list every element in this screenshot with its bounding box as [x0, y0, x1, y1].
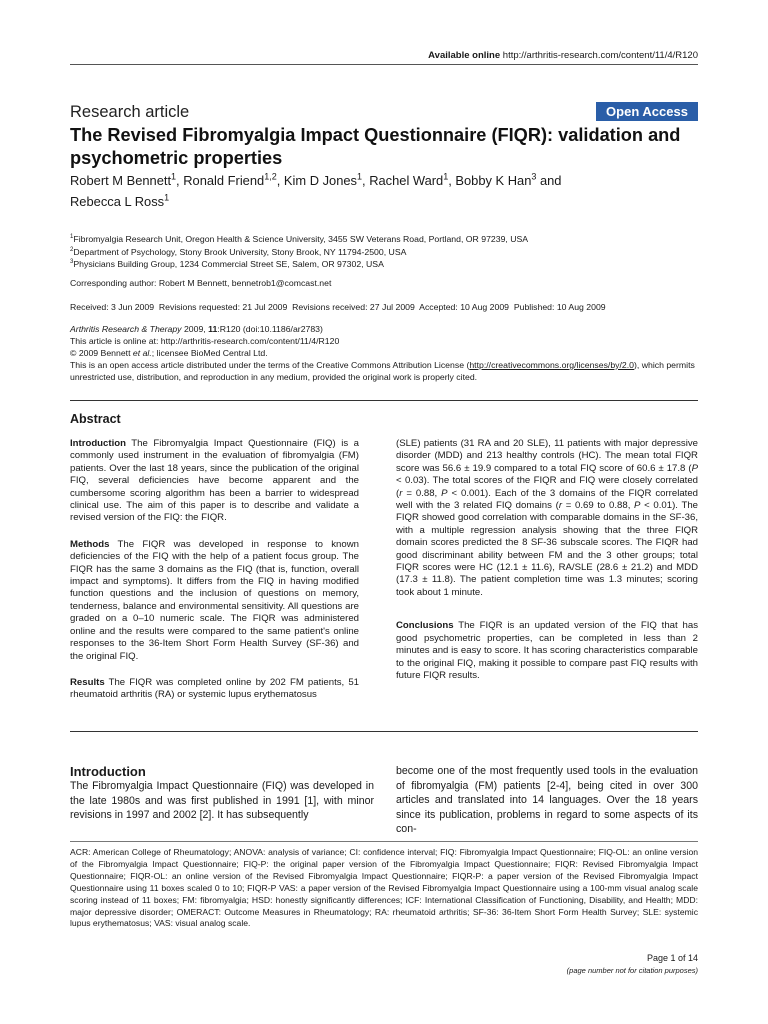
introduction-right-text: become one of the most frequently used tools in the evaluation of fibromyalgia (FM) patients [2-4], being cited in over 300 articles and translated into 14 languages. Over the 18 years since its publication, problems in regard to some aspects of its con- — [396, 765, 698, 836]
abstract-heading: Abstract — [70, 412, 121, 426]
corresponding-author: Corresponding author: Robert M Bennett, bennetrob1@comcast.net — [70, 278, 332, 288]
article-title: The Revised Fibromyalgia Impact Questionnaire (FIQR): validation and psychometric properties — [70, 125, 681, 168]
online-at: This article is online at: http://arthritis-research.com/content/11/4/R120 — [70, 336, 340, 346]
author: Rebecca L Ross$^1$ — [70, 192, 170, 209]
author: Rachel Ward$^1$ — [369, 171, 449, 188]
author: Kim D Jones$^1$ — [283, 171, 363, 188]
author-list: Robert M Bennett$^1$, Ronald Friend$^{1,2}$, Kim D Jones$^1$, Rachel Ward$^1$, Bobby K Han$^3$ and Rebecca L Ross$^1$ — [70, 171, 562, 209]
license: This is an open access article distributed under the terms of the Creative Commons Attribution License (http://creativecommons.org/licenses/by/2.0), which permits unrestricted use, distribution, and reproduction in any medium, provided the original work is properly cited. — [70, 360, 695, 382]
abstract-top-divider — [70, 400, 698, 401]
available-online: Available online http://arthritis-research.com/content/11/4/R120 — [428, 50, 698, 61]
article-url-link[interactable]: http://arthritis-research.com/content/11/4/R120 — [502, 50, 698, 61]
citation: Arthritis Research & Therapy 2009, 11:R120 (doi:10.1186/ar2783) — [70, 324, 323, 334]
introduction-heading: Introduction — [70, 764, 146, 779]
author: Bobby K Han$^3$ — [455, 171, 537, 188]
abstract-results-continued: (SLE) patients (31 RA and 20 SLE), 11 patients with major depressive disorder (MDD) and 213 healthy controls (HC). The mean total FIQR score was 56.6 ± 19.9 compared to a total FIQ score of 60.6 ± 17.8 (P < 0.03). The total scores of the FIQR and FIQ were closely correlated (r = 0.88, P < 0.001). Each of the 3 domains of the FIQR correlated well with the 3 related FIQ domains (r = 0.69 to 0.88, P < 0.01). The FIQR showed good correlation with comparable domains in the SF-36, with a multiple regression analysis showing that the three FIQR domain scores predicted the 8 SF-36 subscale scores. The FIQR had good discriminant ability between FM and the 3 other groups; total FIQR scores were HC (12.1 ± 11.6), RA/SLE (28.6 ± 21.2) and MDD (17.3 ± 11.8). The patient completion time was 1.3 minutes; scoring took about 1 minute. — [396, 438, 699, 598]
affiliation: $^3$Physicians Building Group, 1234 Commercial Street SE, Salem, OR 97302, USA — [70, 258, 384, 269]
abstract-methods: Methods The FIQR was developed in response to known deficiencies of the FIQ with the help of a patient focus group. The FIQR has the same 3 domains as the FIQ (that is, function, overall impact and symptoms). It differs from the FIQ in having modified function questions and the inclusion of questions on memory, tenderness, balance and environmental sensitivity. All questions are graded on a 0–10 numeric scale. The FIQR was administered online and the results were compared to the same patient's online responses to the 36-Item Short Form Health Survey (SF-36) and the original FIQ. — [70, 538, 359, 662]
affiliation: $^1$Fibromyalgia Research Unit, Oregon Health & Science University, 3455 SW Veterans Road, Portland, OR 97239, USA — [70, 233, 529, 244]
copyright: © 2009 Bennett et al.; licensee BioMed Central Ltd. — [70, 348, 268, 358]
abstract-results: Results The FIQR was completed online by 202 FM patients, 51 rheumatoid arthritis (RA) or systemic lupus erythematosus — [70, 676, 359, 701]
author: Ronald Friend$^{1,2}$ — [183, 171, 277, 188]
introduction-left-text: The Fibromyalgia Impact Questionnaire (FIQ) was developed in the late 1980s and was first published in 1991 [1], with minor revisions in 1997 and 2002 [2]. It has subsequently — [70, 780, 374, 822]
abbreviations-divider — [70, 841, 698, 842]
affiliations — [70, 233, 710, 271]
page-number: Page 1 of 14 — [646, 953, 698, 963]
open-access-badge: Open Access — [596, 102, 698, 121]
abbreviations: ACR: American College of Rheumatology; ANOVA: analysis of variance; CI: confidence interval; FIQ: Fibromyalgia Impact Questionnaire; FIQ-OL: an online version of the Fibromyalgia Impact Questionnaire; FIQ-P: the original paper version of the Fibromyalgia Impact Questionnaire; FIQR: Revised Fibromyalgia Impact Questionnaire; FIQR-OL: an online version of the Revised Fibromyalgia Impact Questionnaire; FIQR-P: a paper version of the Revised Fibromyalgia Impact Questionnaire using 11 boxes scaled 0 to 10; FIQR-P VAS: a paper version of the Revised Fibromyalgia Impact Questionnaire using a 100-mm visual analog scale scoring instead of 11 boxes; FM: fibromyalgia; HSD: honestly significantly differences; ICF: International Classification of Functioning, Disability, and Health; MDD: major depressive disorder; OMERACT: Outcome Measures in Rheumatology; RA: rheumatoid arthritis; SF-36: 36-Item Short Form Health Survey; SLE: systemic lupus erythematosus; VAS: visual analog scale. — [70, 847, 698, 929]
abstract-introduction: Introduction The Fibromyalgia Impact Questionnaire (FIQ) is a commonly used instrument in the evaluation of fibromyalgia (FM) patients. Over the last 18 years, since the publication of the original FIQ, several deficiencies have become apparent and the cumbersome scoring algorithm has been a barrier to widespread clinical use. The aim of this paper is to describe and validate a revised version of the FIQ: the FIQR. — [70, 438, 359, 524]
citation-block — [70, 323, 710, 383]
abstract-left-column — [70, 438, 359, 716]
abstract-bottom-divider — [70, 731, 698, 732]
page-number-note: (page number not for citation purposes) — [566, 966, 698, 975]
affiliation: $^2$Department of Psychology, Stony Brook University, Stony Brook, NY 11794-2500, USA — [70, 245, 407, 257]
abstract-conclusions: Conclusions The FIQR is an updated version of the FIQ that has good psychometric properties, can be completed in less than 2 minutes and is easy to score. It has scoring characteristics comparable to the original FIQ, making it possible to compare past FIQ results with future FIQR results. — [396, 620, 698, 681]
abstract-right-column — [396, 438, 698, 696]
author: Robert M Bennett$^1$ — [70, 171, 177, 188]
header-divider — [70, 64, 698, 65]
article-type: Research article — [70, 103, 190, 121]
license-link[interactable]: http://creativecommons.org/licenses/by/2.0 — [469, 360, 634, 370]
article-dates: Received: 3 Jun 2009 Revisions requested: 21 Jul 2009 Revisions received: 27 Jul 2009 Accepted: 10 Aug 2009 Published: 10 Aug 2009 — [70, 302, 606, 312]
